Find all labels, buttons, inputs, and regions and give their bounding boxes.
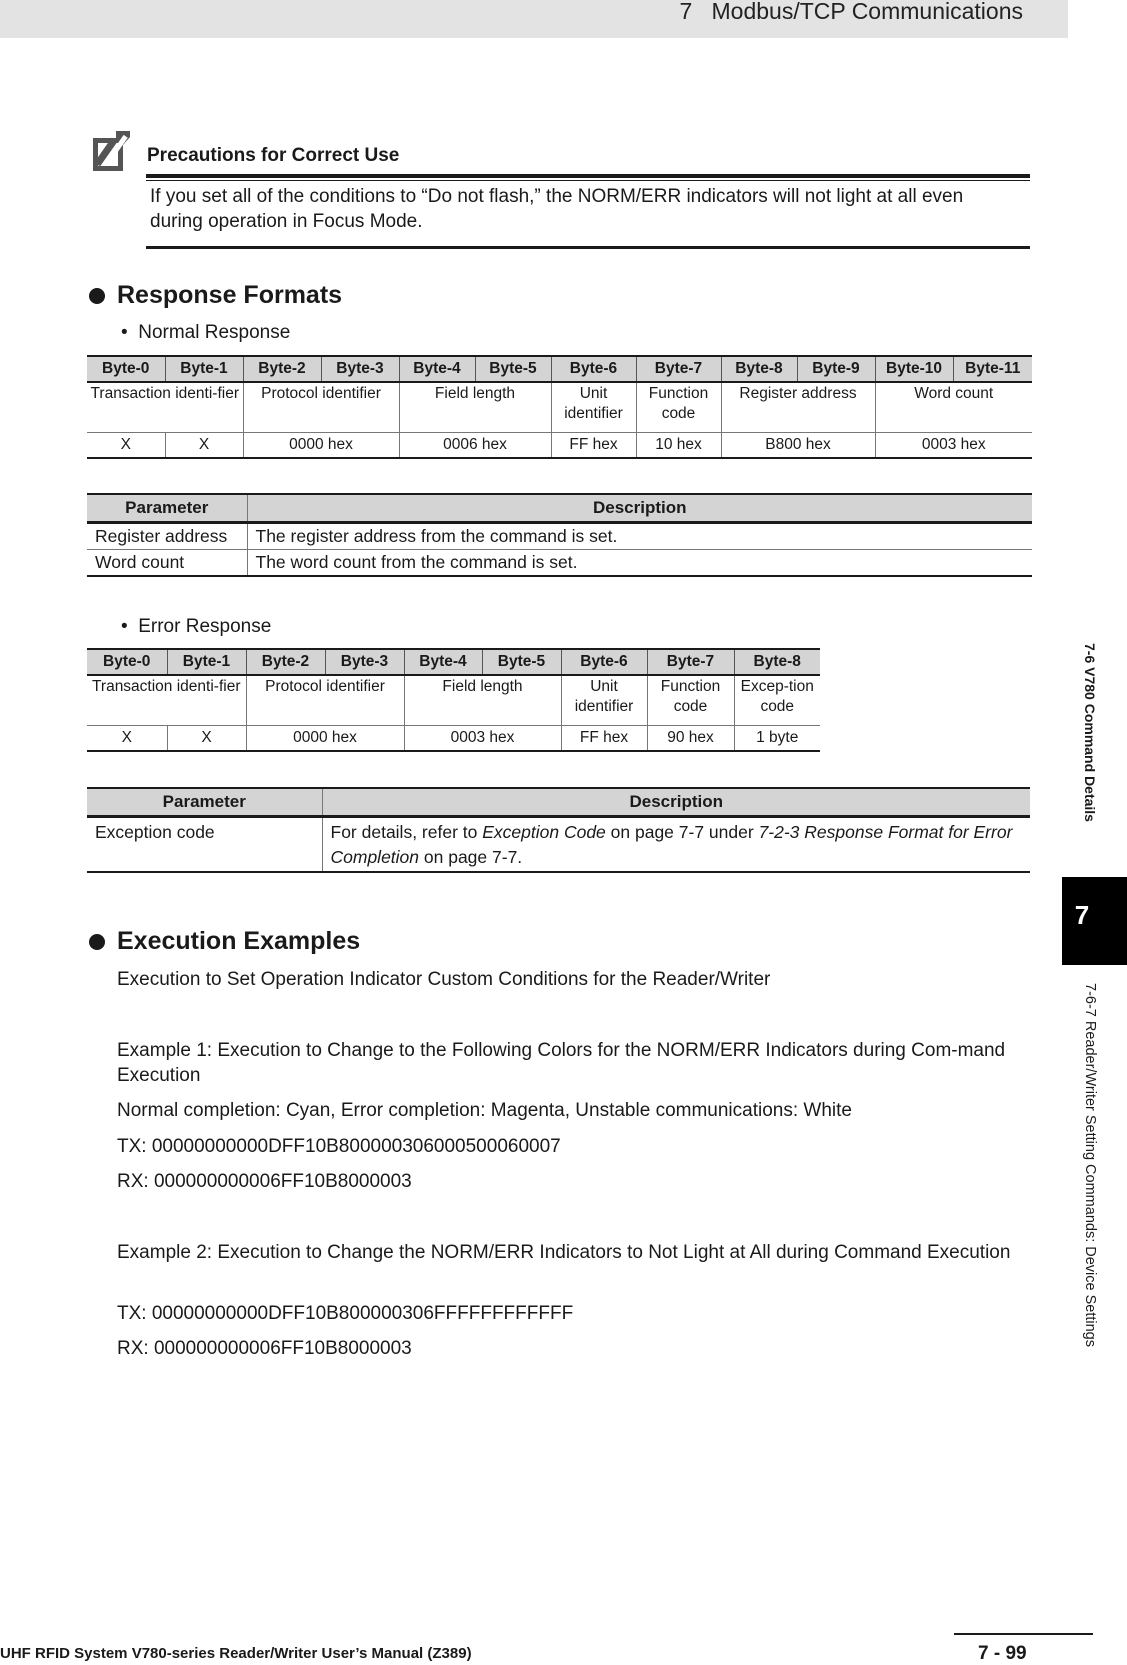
- param-name: Exception code: [87, 816, 322, 872]
- byte-cell: Byte-3: [321, 356, 399, 382]
- field-cell: Protocol identifier: [246, 675, 404, 725]
- value-cell: 0003 hex: [404, 725, 561, 751]
- params-header-description: Description: [322, 788, 1030, 816]
- byte-cell: Byte-4: [399, 356, 475, 382]
- desc-text: on page 7-7.: [419, 846, 523, 867]
- chapter-tab-number: 7: [1074, 900, 1090, 930]
- field-cell: Unit identifier: [551, 382, 636, 432]
- param-description: [322, 816, 1030, 872]
- byte-cell: Byte-4: [404, 649, 482, 675]
- footer-manual-title: UHF RFID System V780-series Reader/Writer User’s Manual (Z389): [0, 1645, 472, 1662]
- normal-params-table: [87, 493, 1032, 577]
- param-description: The word count from the command is set.: [247, 549, 1032, 576]
- bullet-dot-icon: [89, 288, 105, 304]
- params-header-parameter: Parameter: [87, 494, 247, 522]
- desc-text: For details, refer to: [330, 821, 483, 842]
- byte-cell: Byte-0: [87, 356, 165, 382]
- precaution-rule-top: [146, 174, 1030, 178]
- param-description: The register address from the command is set.: [247, 522, 1032, 549]
- field-cell: Transaction identi-fier: [87, 382, 243, 432]
- param-name: Register address: [87, 522, 247, 549]
- params-header-parameter: Parameter: [87, 788, 322, 816]
- bullet-normal-response: • Normal Response: [121, 322, 291, 343]
- value-cell: X: [87, 432, 165, 458]
- byte-cell: Byte-10: [875, 356, 953, 382]
- bullet-error-response: • Error Response: [121, 616, 272, 637]
- field-cell: Protocol identifier: [243, 382, 399, 432]
- normal-response-label: Normal Response: [138, 322, 291, 343]
- value-cell: 10 hex: [636, 432, 721, 458]
- byte-cell: Byte-5: [482, 649, 561, 675]
- byte-cell: Byte-8: [734, 649, 820, 675]
- byte-header-row: [87, 356, 1032, 382]
- side-section-label: 7-6 V780 Command Details: [1082, 643, 1098, 822]
- field-cell: Word count: [875, 382, 1032, 432]
- error-response-table: [87, 648, 820, 752]
- error-response-label: Error Response: [138, 616, 272, 637]
- field-row: [87, 675, 820, 725]
- field-cell: Function code: [636, 382, 721, 432]
- value-row: [87, 432, 1032, 458]
- byte-cell: Byte-9: [797, 356, 875, 382]
- param-name: Word count: [87, 549, 247, 576]
- params-header-row: [87, 788, 1030, 816]
- field-cell: Unit identifier: [561, 675, 647, 725]
- byte-cell: Byte-5: [475, 356, 551, 382]
- example-1-colors: Normal completion: Cyan, Error completion: Magenta, Unstable communications: White: [117, 1100, 852, 1121]
- value-cell: 0000 hex: [243, 432, 399, 458]
- execution-intro: Execution to Set Operation Indicator Custom Conditions for the Reader/Writer: [117, 969, 771, 990]
- value-row: [87, 725, 820, 751]
- field-cell: Field length: [404, 675, 561, 725]
- field-cell: Excep-tion code: [734, 675, 820, 725]
- section-heading-response-formats: Response Formats: [117, 281, 343, 309]
- value-cell: X: [167, 725, 246, 751]
- precaution-title: Precautions for Correct Use: [147, 145, 400, 166]
- value-cell: FF hex: [551, 432, 636, 458]
- exception-code-reference: Exception Code: [482, 821, 606, 842]
- field-cell: Transaction identi-fier: [87, 675, 246, 725]
- normal-response-table: [87, 355, 1032, 459]
- table-row: [87, 522, 1032, 549]
- byte-cell: Byte-7: [647, 649, 734, 675]
- value-cell: FF hex: [561, 725, 647, 751]
- example-2-rx: RX: 000000000006FF10B8000003: [117, 1338, 412, 1359]
- precaution-rule-thin: [146, 180, 1030, 181]
- params-header-row: [87, 494, 1032, 522]
- example-2-tx: TX: 00000000000DFF10B800000306FFFFFFFFFFFF: [117, 1303, 574, 1324]
- response-format-reference: 7-2-3 Response Format for Error Completion: [330, 821, 1013, 867]
- precaution-text: If you set all of the conditions to “Do not flash,” the NORM/ERR indicators will not light at all even during operation in Focus Mode.: [150, 186, 964, 232]
- value-cell: 0000 hex: [246, 725, 404, 751]
- byte-cell: Byte-6: [551, 356, 636, 382]
- byte-header-row: [87, 649, 820, 675]
- example-2-title: Example 2: Execution to Change the NORM/ERR Indicators to Not Light at All during Command Execution: [117, 1242, 1011, 1263]
- byte-cell: Byte-3: [325, 649, 404, 675]
- field-cell: Register address: [721, 382, 875, 432]
- error-params-table: [87, 787, 1030, 873]
- byte-cell: Byte-2: [243, 356, 321, 382]
- value-cell: X: [87, 725, 167, 751]
- chapter-header-title: 7 Modbus/TCP Communications: [679, 0, 1023, 24]
- example-1-tx: TX: 00000000000DFF10B800000306000500060007: [117, 1136, 561, 1157]
- value-cell: 1 byte: [734, 725, 820, 751]
- field-row: [87, 382, 1032, 432]
- precaution-icon: [92, 131, 132, 173]
- example-1-rx: RX: 000000000006FF10B8000003: [117, 1171, 412, 1192]
- field-cell: Field length: [399, 382, 551, 432]
- value-cell: 90 hex: [647, 725, 734, 751]
- footer-rule: [954, 1633, 1093, 1635]
- byte-cell: Byte-2: [246, 649, 325, 675]
- byte-cell: Byte-0: [87, 649, 167, 675]
- value-cell: 0006 hex: [399, 432, 551, 458]
- byte-cell: Byte-11: [953, 356, 1032, 382]
- bullet-dot-icon: [89, 934, 105, 950]
- byte-cell: Byte-8: [721, 356, 797, 382]
- example-1-title: Example 1: Execution to Change to the Following Colors for the NORM/ERR Indicators during Com-mand Execution: [117, 1040, 1006, 1086]
- byte-cell: Byte-1: [167, 649, 246, 675]
- table-row: [87, 816, 1030, 872]
- byte-cell: Byte-7: [636, 356, 721, 382]
- table-row: [87, 549, 1032, 576]
- precaution-rule-bottom: [146, 246, 1030, 249]
- side-subsection-label: 7-6-7 Reader/Writer Setting Commands: Device Settings: [1082, 983, 1098, 1347]
- value-cell: B800 hex: [721, 432, 875, 458]
- field-cell: Function code: [647, 675, 734, 725]
- value-cell: 0003 hex: [875, 432, 1032, 458]
- value-cell: X: [165, 432, 243, 458]
- section-heading-execution-examples: Execution Examples: [117, 927, 361, 955]
- desc-text: on page 7-7 under: [605, 821, 759, 842]
- params-header-description: Description: [247, 494, 1032, 522]
- byte-cell: Byte-6: [561, 649, 647, 675]
- footer-page-number: 7 - 99: [978, 1643, 1027, 1664]
- byte-cell: Byte-1: [165, 356, 243, 382]
